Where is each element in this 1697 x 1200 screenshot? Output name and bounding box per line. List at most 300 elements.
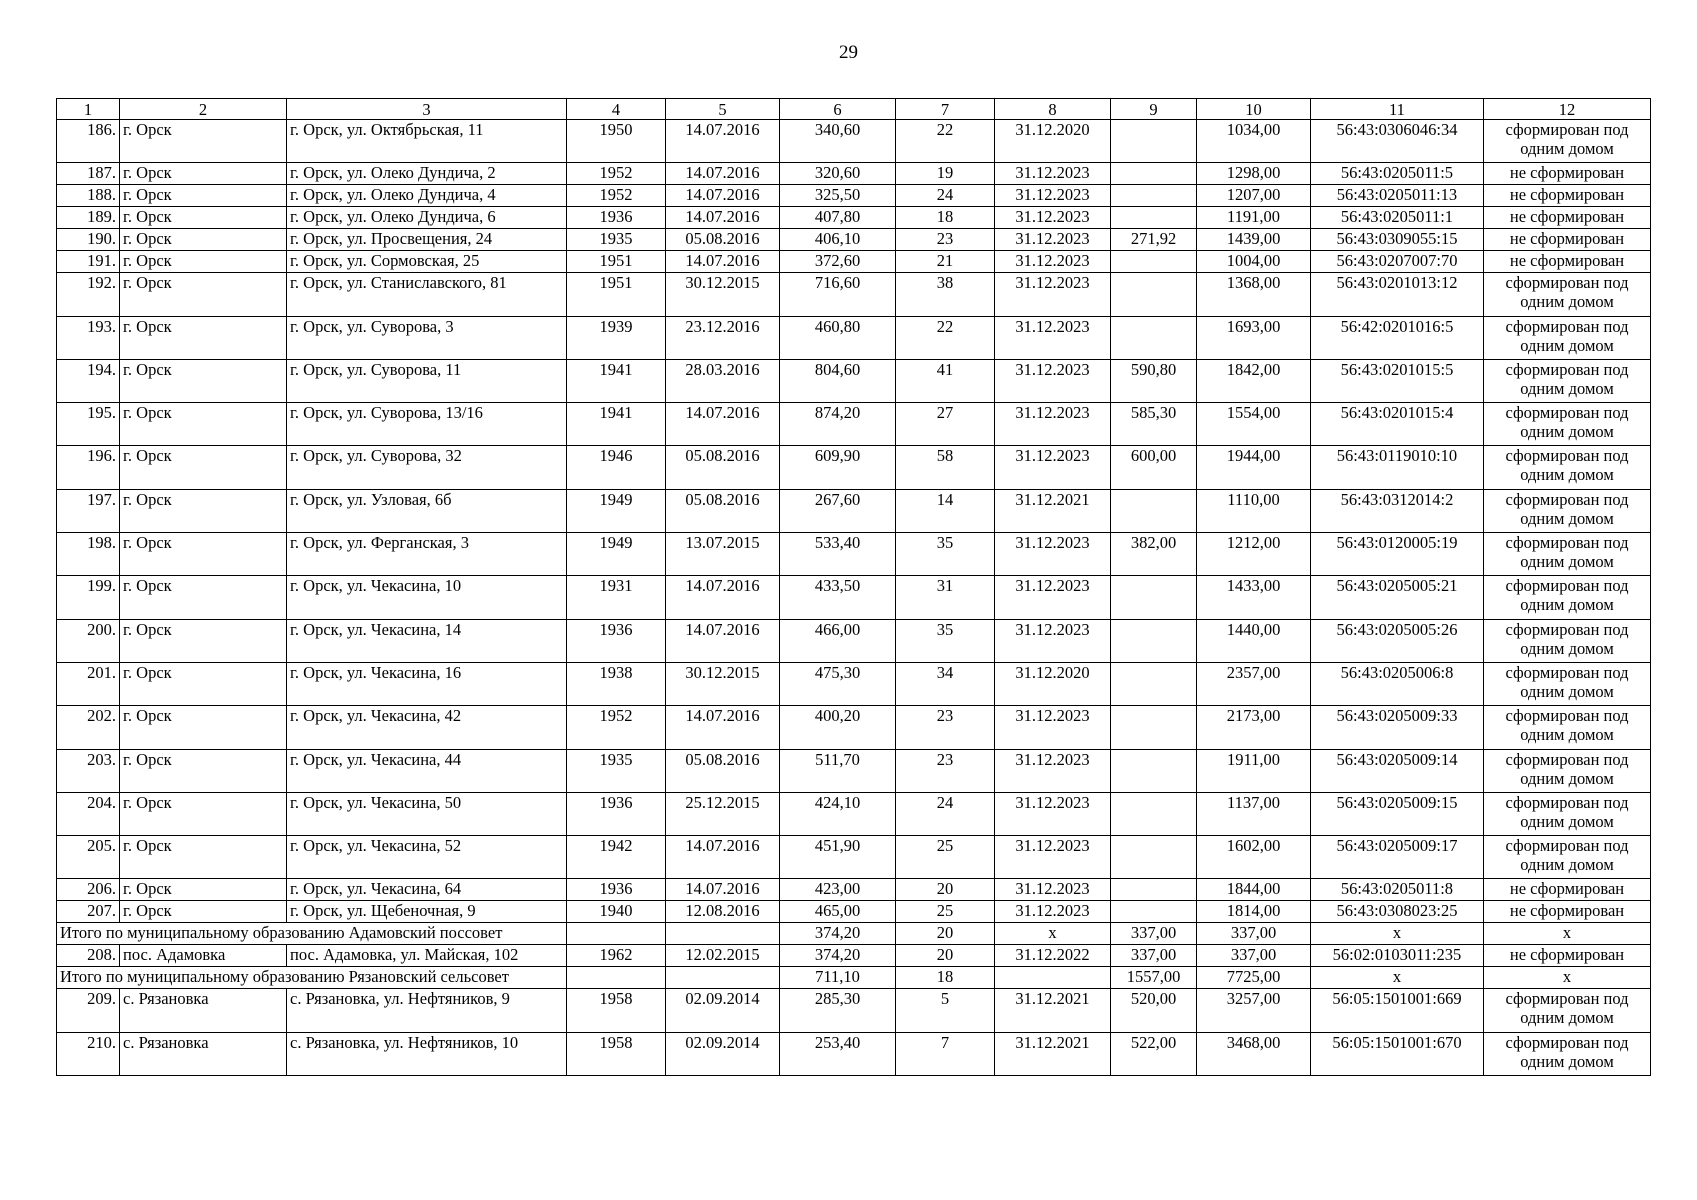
row-number: 186. <box>57 120 120 163</box>
column-9-cell <box>1111 120 1197 163</box>
status-line: одним домом <box>1520 725 1614 745</box>
area-cell: 374,20 <box>780 945 896 967</box>
column-header: 1 <box>57 99 120 120</box>
row-number: 204. <box>57 792 120 835</box>
cadastral-number-cell: 56:43:0312014:2 <box>1311 489 1484 532</box>
year-cell: 1936 <box>567 207 666 229</box>
land-plot-status-cell <box>1484 706 1651 749</box>
row-number: 188. <box>57 185 120 207</box>
row-number: 207. <box>57 901 120 923</box>
deadline-cell: 31.12.2023 <box>995 229 1111 251</box>
cadastral-number-cell: 56:43:0205011:1 <box>1311 207 1484 229</box>
cadastral-number-cell: x <box>1311 923 1484 945</box>
cadastral-number-cell: 56:42:0201016:5 <box>1311 316 1484 359</box>
date-cell: 14.07.2016 <box>666 619 780 662</box>
land-plot-status-cell <box>1484 749 1651 792</box>
status-line: не сформирован <box>1509 879 1625 899</box>
status-line: одним домом <box>1520 1051 1614 1071</box>
residents-cell: 35 <box>896 533 995 576</box>
column-9-cell <box>1111 749 1197 792</box>
cadastral-number-cell: 56:43:0201013:12 <box>1311 273 1484 316</box>
column-9-cell <box>1111 163 1197 185</box>
date-cell <box>666 967 780 989</box>
land-plot-status-cell <box>1484 576 1651 619</box>
locality-cell: г. Орск <box>120 185 287 207</box>
deadline-cell: 31.12.2022 <box>995 945 1111 967</box>
column-10-cell: 1944,00 <box>1197 446 1311 489</box>
locality-cell: г. Орск <box>120 792 287 835</box>
residents-cell: 14 <box>896 489 995 532</box>
table-row <box>57 229 1651 251</box>
column-9-cell <box>1111 273 1197 316</box>
year-cell: 1958 <box>567 1032 666 1075</box>
address-cell: г. Орск, ул. Чекасина, 10 <box>287 576 567 619</box>
status-line: сформирован под <box>1505 403 1629 423</box>
address-cell: г. Орск, ул. Чекасина, 64 <box>287 879 567 901</box>
address-cell: г. Орск, ул. Чекасина, 42 <box>287 706 567 749</box>
row-number: 210. <box>57 1032 120 1075</box>
status-line: одним домом <box>1520 335 1614 355</box>
area-cell: 511,70 <box>780 749 896 792</box>
land-plot-status-cell <box>1484 446 1651 489</box>
table-row <box>57 120 1651 163</box>
status-line: одним домом <box>1520 465 1614 485</box>
row-number: 201. <box>57 662 120 705</box>
date-cell: 02.09.2014 <box>666 1032 780 1075</box>
locality-cell: г. Орск <box>120 446 287 489</box>
date-cell <box>666 923 780 945</box>
residents-cell: 24 <box>896 185 995 207</box>
locality-cell: г. Орск <box>120 619 287 662</box>
land-plot-status-cell <box>1484 403 1651 446</box>
deadline-cell: x <box>995 923 1111 945</box>
column-9-cell: 337,00 <box>1111 923 1197 945</box>
locality-cell: г. Орск <box>120 403 287 446</box>
column-9-cell <box>1111 836 1197 879</box>
residents-cell: 25 <box>896 836 995 879</box>
table-row <box>57 576 1651 619</box>
table-row <box>57 403 1651 446</box>
status-line: одним домом <box>1520 292 1614 312</box>
status-line: одним домом <box>1520 422 1614 442</box>
address-cell: г. Орск, ул. Сормовская, 25 <box>287 251 567 273</box>
date-cell: 14.07.2016 <box>666 163 780 185</box>
column-9-cell: 1557,00 <box>1111 967 1197 989</box>
column-header: 9 <box>1111 99 1197 120</box>
table-body <box>57 120 1651 1076</box>
cadastral-number-cell: 56:05:1501001:669 <box>1311 989 1484 1032</box>
locality-cell: г. Орск <box>120 273 287 316</box>
cadastral-number-cell: 56:05:1501001:670 <box>1311 1032 1484 1075</box>
status-line: одним домом <box>1520 1008 1614 1028</box>
column-9-cell: 382,00 <box>1111 533 1197 576</box>
year-cell: 1949 <box>567 489 666 532</box>
column-10-cell: 1911,00 <box>1197 749 1311 792</box>
residents-cell: 23 <box>896 229 995 251</box>
column-9-cell <box>1111 251 1197 273</box>
land-plot-status-cell <box>1484 273 1651 316</box>
year-cell: 1936 <box>567 619 666 662</box>
column-10-cell: 1004,00 <box>1197 251 1311 273</box>
address-cell: г. Орск, ул. Чекасина, 14 <box>287 619 567 662</box>
locality-cell: г. Орск <box>120 207 287 229</box>
address-cell: г. Орск, ул. Олеко Дундича, 4 <box>287 185 567 207</box>
row-number: 192. <box>57 273 120 316</box>
locality-cell: г. Орск <box>120 749 287 792</box>
locality-cell: пос. Адамовка <box>120 945 287 967</box>
locality-cell: г. Орск <box>120 836 287 879</box>
column-10-cell: 3468,00 <box>1197 1032 1311 1075</box>
column-10-cell: 1433,00 <box>1197 576 1311 619</box>
table-row <box>57 185 1651 207</box>
year-cell: 1952 <box>567 185 666 207</box>
year-cell <box>567 967 666 989</box>
status-line: не сформирован <box>1509 163 1625 183</box>
row-number: 198. <box>57 533 120 576</box>
column-9-cell <box>1111 576 1197 619</box>
year-cell: 1941 <box>567 403 666 446</box>
land-plot-status-cell <box>1484 251 1651 273</box>
deadline-cell: 31.12.2023 <box>995 619 1111 662</box>
deadline-cell: 31.12.2023 <box>995 359 1111 402</box>
locality-cell: г. Орск <box>120 576 287 619</box>
deadline-cell: 31.12.2020 <box>995 120 1111 163</box>
column-10-cell: 7725,00 <box>1197 967 1311 989</box>
column-10-cell: 1440,00 <box>1197 619 1311 662</box>
address-cell: г. Орск, ул. Чекасина, 50 <box>287 792 567 835</box>
subtotal-row <box>57 967 1651 989</box>
cadastral-number-cell: 56:43:0205009:14 <box>1311 749 1484 792</box>
column-10-cell: 1842,00 <box>1197 359 1311 402</box>
year-cell: 1958 <box>567 989 666 1032</box>
date-cell: 23.12.2016 <box>666 316 780 359</box>
date-cell: 30.12.2015 <box>666 662 780 705</box>
column-9-cell <box>1111 879 1197 901</box>
area-cell: 466,00 <box>780 619 896 662</box>
date-cell: 05.08.2016 <box>666 229 780 251</box>
locality-cell: г. Орск <box>120 316 287 359</box>
address-cell: г. Орск, ул. Чекасина, 16 <box>287 662 567 705</box>
year-cell: 1941 <box>567 359 666 402</box>
row-number: 195. <box>57 403 120 446</box>
land-plot-status-cell <box>1484 879 1651 901</box>
cadastral-number-cell: 56:43:0119010:10 <box>1311 446 1484 489</box>
row-number: 208. <box>57 945 120 967</box>
status-line: сформирован под <box>1505 533 1629 553</box>
row-number: 187. <box>57 163 120 185</box>
residents-cell: 27 <box>896 403 995 446</box>
column-9-cell: 590,80 <box>1111 359 1197 402</box>
column-10-cell: 1212,00 <box>1197 533 1311 576</box>
table-row <box>57 207 1651 229</box>
locality-cell: г. Орск <box>120 251 287 273</box>
deadline-cell: 31.12.2023 <box>995 706 1111 749</box>
year-cell: 1935 <box>567 749 666 792</box>
column-9-cell <box>1111 619 1197 662</box>
status-line: сформирован под <box>1505 1032 1629 1052</box>
row-number: 200. <box>57 619 120 662</box>
column-10-cell: 1844,00 <box>1197 879 1311 901</box>
deadline-cell: 31.12.2023 <box>995 251 1111 273</box>
deadline-cell: 31.12.2023 <box>995 163 1111 185</box>
date-cell: 12.08.2016 <box>666 901 780 923</box>
table-row <box>57 1032 1651 1075</box>
deadline-cell: 31.12.2023 <box>995 576 1111 619</box>
date-cell: 28.03.2016 <box>666 359 780 402</box>
residents-cell: 20 <box>896 879 995 901</box>
table-row <box>57 879 1651 901</box>
land-plot-status-cell <box>1484 662 1651 705</box>
land-plot-status-cell <box>1484 1032 1651 1075</box>
area-cell: 716,60 <box>780 273 896 316</box>
cadastral-number-cell: 56:43:0205009:15 <box>1311 792 1484 835</box>
status-line: одним домом <box>1520 768 1614 788</box>
row-number: 190. <box>57 229 120 251</box>
year-cell: 1942 <box>567 836 666 879</box>
column-header: 7 <box>896 99 995 120</box>
column-10-cell: 1207,00 <box>1197 185 1311 207</box>
column-9-cell <box>1111 792 1197 835</box>
locality-cell: г. Орск <box>120 662 287 705</box>
year-cell <box>567 923 666 945</box>
date-cell: 25.12.2015 <box>666 792 780 835</box>
date-cell: 05.08.2016 <box>666 489 780 532</box>
status-line: сформирован под <box>1505 619 1629 639</box>
status-line: сформирован под <box>1505 749 1629 769</box>
table-row <box>57 316 1651 359</box>
column-header: 12 <box>1484 99 1651 120</box>
table-row <box>57 792 1651 835</box>
address-cell: г. Орск, ул. Олеко Дундича, 2 <box>287 163 567 185</box>
area-cell: 407,80 <box>780 207 896 229</box>
residents-cell: 21 <box>896 251 995 273</box>
status-line: одним домом <box>1520 378 1614 398</box>
address-cell: г. Орск, ул. Станиславского, 81 <box>287 273 567 316</box>
cadastral-number-cell: 56:43:0201015:4 <box>1311 403 1484 446</box>
year-cell: 1962 <box>567 945 666 967</box>
land-plot-status-cell <box>1484 229 1651 251</box>
deadline-cell: 31.12.2023 <box>995 533 1111 576</box>
land-plot-status-cell <box>1484 185 1651 207</box>
status-line: сформирован под <box>1505 989 1629 1009</box>
status-line: сформирован под <box>1505 836 1629 856</box>
status-line: сформирован под <box>1505 706 1629 726</box>
date-cell: 14.07.2016 <box>666 207 780 229</box>
column-9-cell: 271,92 <box>1111 229 1197 251</box>
status-line: сформирован под <box>1505 446 1629 466</box>
area-cell: 253,40 <box>780 1032 896 1075</box>
residents-cell: 31 <box>896 576 995 619</box>
residents-cell: 18 <box>896 207 995 229</box>
table-row <box>57 619 1651 662</box>
residents-cell: 34 <box>896 662 995 705</box>
year-cell: 1952 <box>567 163 666 185</box>
area-cell: 804,60 <box>780 359 896 402</box>
date-cell: 13.07.2015 <box>666 533 780 576</box>
cadastral-number-cell: 56:43:0309055:15 <box>1311 229 1484 251</box>
area-cell: 340,60 <box>780 120 896 163</box>
table-row <box>57 662 1651 705</box>
column-header: 8 <box>995 99 1111 120</box>
land-plot-status-cell <box>1484 967 1651 989</box>
locality-cell: г. Орск <box>120 229 287 251</box>
row-number: 196. <box>57 446 120 489</box>
status-line: сформирован под <box>1505 316 1629 336</box>
status-line: одним домом <box>1520 638 1614 658</box>
column-10-cell: 2173,00 <box>1197 706 1311 749</box>
table-row <box>57 251 1651 273</box>
cadastral-number-cell: 56:43:0205011:5 <box>1311 163 1484 185</box>
status-line: одним домом <box>1520 855 1614 875</box>
area-cell: 406,10 <box>780 229 896 251</box>
cadastral-number-cell: 56:43:0120005:19 <box>1311 533 1484 576</box>
address-cell: г. Орск, ул. Суворова, 32 <box>287 446 567 489</box>
status-line: сформирован под <box>1505 359 1629 379</box>
residents-cell: 35 <box>896 619 995 662</box>
residents-cell: 19 <box>896 163 995 185</box>
status-line: сформирован под <box>1505 273 1629 293</box>
table-row <box>57 749 1651 792</box>
locality-cell: г. Орск <box>120 359 287 402</box>
residents-cell: 58 <box>896 446 995 489</box>
date-cell: 12.02.2015 <box>666 945 780 967</box>
year-cell: 1940 <box>567 901 666 923</box>
locality-cell: с. Рязановка <box>120 989 287 1032</box>
status-line: x <box>1562 923 1572 943</box>
deadline-cell: 31.12.2023 <box>995 879 1111 901</box>
table-row <box>57 489 1651 532</box>
land-plot-status-cell <box>1484 923 1651 945</box>
residents-cell: 22 <box>896 120 995 163</box>
deadline-cell: 31.12.2021 <box>995 989 1111 1032</box>
table-row <box>57 901 1651 923</box>
land-plot-status-cell <box>1484 120 1651 163</box>
residents-cell: 38 <box>896 273 995 316</box>
status-line: одним домом <box>1520 681 1614 701</box>
status-line: одним домом <box>1520 508 1614 528</box>
cadastral-number-cell: 56:43:0205011:8 <box>1311 879 1484 901</box>
status-line: не сформирован <box>1509 251 1625 271</box>
deadline-cell: 31.12.2023 <box>995 446 1111 489</box>
date-cell: 14.07.2016 <box>666 185 780 207</box>
year-cell: 1951 <box>567 273 666 316</box>
date-cell: 30.12.2015 <box>666 273 780 316</box>
column-header: 3 <box>287 99 567 120</box>
column-number-header-row <box>57 99 1651 120</box>
column-10-cell: 1137,00 <box>1197 792 1311 835</box>
area-cell: 475,30 <box>780 662 896 705</box>
deadline-cell: 31.12.2023 <box>995 901 1111 923</box>
land-plot-status-cell <box>1484 945 1651 967</box>
date-cell: 14.07.2016 <box>666 879 780 901</box>
status-line: не сформирован <box>1509 901 1625 921</box>
row-number: 206. <box>57 879 120 901</box>
area-cell: 423,00 <box>780 879 896 901</box>
year-cell: 1936 <box>567 792 666 835</box>
deadline-cell: 31.12.2023 <box>995 749 1111 792</box>
column-9-cell <box>1111 207 1197 229</box>
land-plot-status-cell <box>1484 533 1651 576</box>
land-plot-status-cell <box>1484 207 1651 229</box>
date-cell: 14.07.2016 <box>666 120 780 163</box>
address-cell: пос. Адамовка, ул. Майская, 102 <box>287 945 567 967</box>
status-line: x <box>1562 967 1572 987</box>
status-line: сформирован под <box>1505 662 1629 682</box>
year-cell: 1949 <box>567 533 666 576</box>
housing-table <box>56 98 1651 1076</box>
area-cell: 533,40 <box>780 533 896 576</box>
deadline-cell: 31.12.2023 <box>995 403 1111 446</box>
deadline-cell: 31.12.2023 <box>995 185 1111 207</box>
cadastral-number-cell: 56:43:0205009:17 <box>1311 836 1484 879</box>
row-number: 199. <box>57 576 120 619</box>
date-cell: 05.08.2016 <box>666 446 780 489</box>
column-10-cell: 1191,00 <box>1197 207 1311 229</box>
land-plot-status-cell <box>1484 619 1651 662</box>
residents-cell: 23 <box>896 749 995 792</box>
table-row <box>57 359 1651 402</box>
column-10-cell: 337,00 <box>1197 945 1311 967</box>
area-cell: 320,60 <box>780 163 896 185</box>
locality-cell: г. Орск <box>120 120 287 163</box>
column-9-cell: 522,00 <box>1111 1032 1197 1075</box>
table-row <box>57 836 1651 879</box>
deadline-cell: 31.12.2021 <box>995 1032 1111 1075</box>
residents-cell: 20 <box>896 923 995 945</box>
year-cell: 1931 <box>567 576 666 619</box>
residents-cell: 23 <box>896 706 995 749</box>
date-cell: 02.09.2014 <box>666 989 780 1032</box>
address-cell: г. Орск, ул. Чекасина, 52 <box>287 836 567 879</box>
column-10-cell: 1298,00 <box>1197 163 1311 185</box>
address-cell: г. Орск, ул. Щебеночная, 9 <box>287 901 567 923</box>
address-cell: г. Орск, ул. Суворова, 13/16 <box>287 403 567 446</box>
cadastral-number-cell: 56:43:0205006:8 <box>1311 662 1484 705</box>
date-cell: 05.08.2016 <box>666 749 780 792</box>
cadastral-number-cell: 56:43:0205005:21 <box>1311 576 1484 619</box>
deadline-cell: 31.12.2020 <box>995 662 1111 705</box>
locality-cell: г. Орск <box>120 706 287 749</box>
row-number: 194. <box>57 359 120 402</box>
cadastral-number-cell: 56:43:0205011:13 <box>1311 185 1484 207</box>
address-cell: г. Орск, ул. Узловая, 6б <box>287 489 567 532</box>
year-cell: 1939 <box>567 316 666 359</box>
land-plot-status-cell <box>1484 163 1651 185</box>
residents-cell: 24 <box>896 792 995 835</box>
address-cell: г. Орск, ул. Суворова, 3 <box>287 316 567 359</box>
table-row <box>57 446 1651 489</box>
column-10-cell: 337,00 <box>1197 923 1311 945</box>
locality-cell: г. Орск <box>120 533 287 576</box>
status-line: не сформирован <box>1509 207 1625 227</box>
row-number: 205. <box>57 836 120 879</box>
locality-cell: г. Орск <box>120 879 287 901</box>
row-number: 189. <box>57 207 120 229</box>
row-number: 193. <box>57 316 120 359</box>
status-line: сформирован под <box>1505 792 1629 812</box>
address-cell: г. Орск, ул. Просвещения, 24 <box>287 229 567 251</box>
cadastral-number-cell: 56:43:0308023:25 <box>1311 901 1484 923</box>
status-line: одним домом <box>1520 595 1614 615</box>
column-9-cell: 520,00 <box>1111 989 1197 1032</box>
status-line: сформирован под <box>1505 576 1629 596</box>
year-cell: 1935 <box>567 229 666 251</box>
subtotal-label: Итого по муниципальному образованию Рязановский сельсовет <box>57 967 567 989</box>
land-plot-status-cell <box>1484 359 1651 402</box>
area-cell: 451,90 <box>780 836 896 879</box>
year-cell: 1951 <box>567 251 666 273</box>
area-cell: 374,20 <box>780 923 896 945</box>
